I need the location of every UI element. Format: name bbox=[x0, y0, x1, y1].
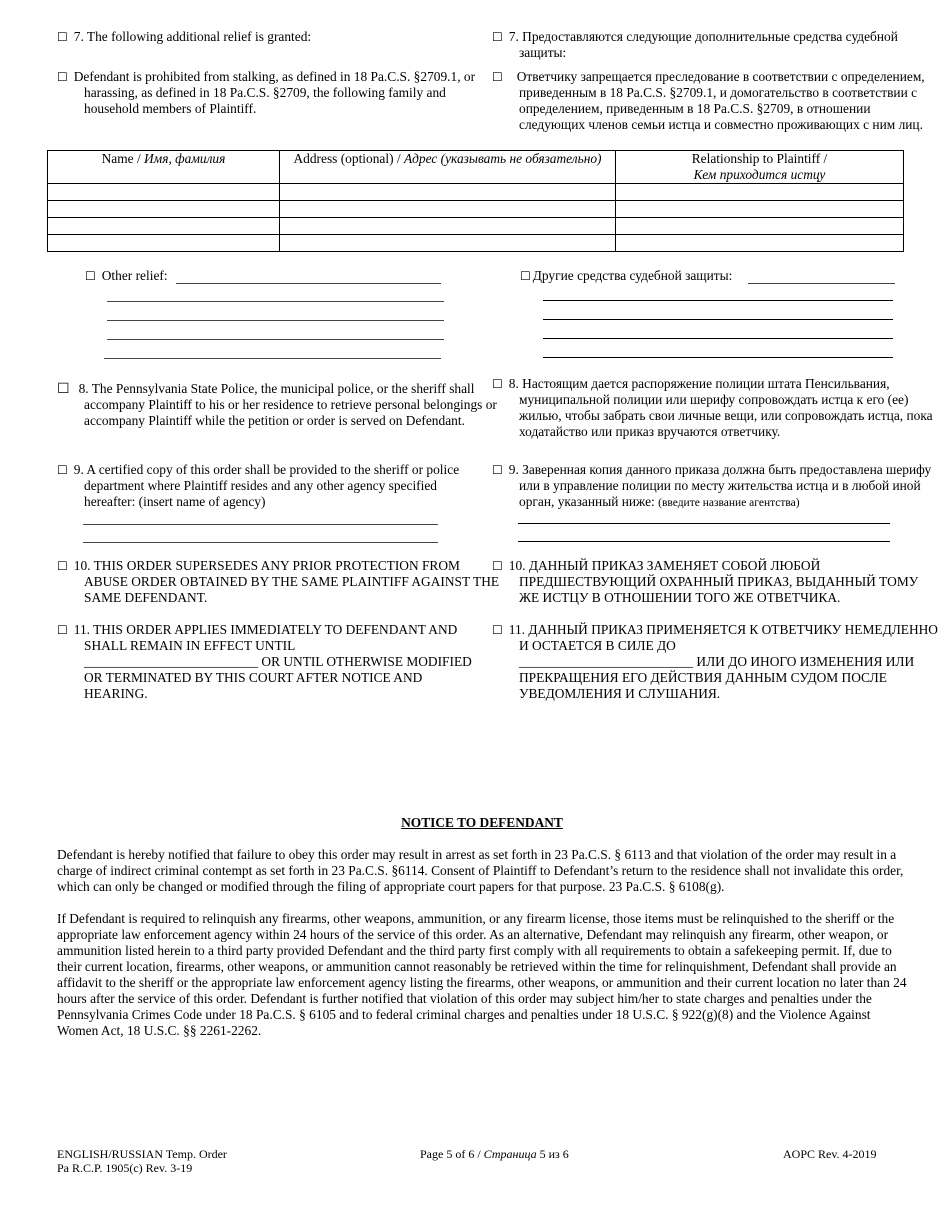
other-relief-ru: ☐ Другие средства судебной защиты: bbox=[520, 268, 733, 283]
other-relief-line[interactable] bbox=[107, 320, 444, 321]
checkbox-icon[interactable]: ☐ bbox=[492, 623, 503, 637]
checkbox-icon[interactable]: ☐ bbox=[57, 623, 68, 637]
column-header-name: Name / Имя, фамилия bbox=[48, 151, 280, 184]
checkbox-icon[interactable]: ☐ bbox=[492, 463, 503, 477]
item-9-en: ☐ 9. A certified copy of this order shall be provided to the sheriff or police department where Plaintiff resides and any other agency specified hereafter: (insert name of agency) bbox=[57, 462, 460, 509]
agency-name-line[interactable] bbox=[518, 523, 890, 524]
footer-revision: AOPC Rev. 4-2019 bbox=[783, 1147, 877, 1161]
stalking-clause-en: ☐ Defendant is prohibited from stalking, as defined in 18 Pa.C.S. §2709.1, or harassing, as defined in 18 Pa.C.S. §2709, the following family and household members of Plaintiff. bbox=[57, 69, 476, 116]
checkbox-icon[interactable]: ☐ bbox=[57, 559, 68, 573]
agency-name-line[interactable] bbox=[518, 541, 890, 542]
other-relief-line[interactable] bbox=[176, 283, 441, 284]
item-10-en: ☐ 10. THIS ORDER SUPERSEDES ANY PRIOR PROTECTION FROM ABUSE ORDER OBTAINED BY THE SAME PLAINTIFF AGAINST THE SAME DEFENDANT. bbox=[57, 558, 500, 605]
other-relief-line[interactable] bbox=[107, 339, 444, 340]
item-9-ru: ☐ 9. Заверенная копия данного приказа должна быть предоставлена шерифу или в управление полиции по месту жительства истца и в любой иной орган, указанный ниже: (введите название агентства) bbox=[492, 462, 932, 509]
other-relief-en: ☐ Other relief: bbox=[85, 268, 168, 283]
other-relief-line[interactable] bbox=[543, 300, 893, 301]
table-row[interactable] bbox=[48, 184, 904, 201]
stalking-clause-ru: ☐ Ответчику запрещается преследование в соответствии с определением, приведенным в 18 Pa.C.S. §2709.1, и домогательство в соответствии с определением, приведенным в 18 Pa.C.S. §2709, в отношении следующих членов семьи истца и совместно проживающих с ним лиц. bbox=[492, 69, 925, 132]
checkbox-icon[interactable]: ☐ bbox=[85, 269, 96, 283]
other-relief-line[interactable] bbox=[543, 357, 893, 358]
item-7-en: ☐ 7. The following additional relief is granted: bbox=[57, 29, 312, 44]
checkbox-icon[interactable]: ☐ bbox=[492, 377, 503, 391]
checkbox-icon[interactable]: ☐ bbox=[492, 30, 503, 44]
table-row[interactable] bbox=[48, 201, 904, 218]
item-8-en: ☐ 8. The Pennsylvania State Police, the municipal police, or the sheriff shall accompany Plaintiff to his or her residence to retrieve personal belongings or accompany Plaintiff while the petition or order is served on Defendant. bbox=[57, 381, 497, 428]
table-row[interactable] bbox=[48, 235, 904, 252]
notice-title: NOTICE TO DEFENDANT bbox=[401, 815, 563, 830]
other-relief-line[interactable] bbox=[543, 319, 893, 320]
checkbox-icon[interactable]: ☐ bbox=[520, 269, 531, 283]
footer-form-id: ENGLISH/RUSSIAN Temp. Order Pa R.C.P. 1905(c) Rev. 3-19 bbox=[57, 1147, 227, 1175]
other-relief-line[interactable] bbox=[748, 283, 895, 284]
other-relief-line[interactable] bbox=[104, 358, 441, 359]
item-11-en: ☐ 11. THIS ORDER APPLIES IMMEDIATELY TO DEFENDANT AND SHALL REMAIN IN EFFECT UNTIL __________________________ OR UNTIL OTHERWISE MODIFIED OR TERMINATED BY THIS COURT AFTER NOTICE AND HEARING. bbox=[57, 622, 472, 701]
notice-paragraph-2: If Defendant is required to relinquish any firearms, other weapons, ammunition, or any firearm license, those items must be relinquished to the sheriff or the appropriate law enforcement agency within 24 hours of the service of this order. As an alternative, Defendant may relinquish any firearm, other weapon, or ammunition listed herein to a third party provided Defendant and the third party first comply with all requirements to obtain a safekeeping permit. If, due to their current location, firearms, other weapons, or ammunition cannot reasonably be retrieved within the time for relinquishment, Defendant shall provide an affidavit to the sheriff or the appropriate law enforcement agency listing the firearms, other weapons, or ammunition and their current location no later than 24 hours after the service of this order. Defendant is further notified that violation of this order may subject him/her to state charges and penalties under the Pennsylvania Crimes Code under 18 Pa.C.S. § 6105 and to federal criminal charges and penalties under 18 U.S.C. § 922(g)(8) and the Violence Against Women Act, 18 U.S.C. §§ 2261-2262. bbox=[57, 911, 907, 1038]
item-11-ru: ☐ 11. ДАННЫЙ ПРИКАЗ ПРИМЕНЯЕТСЯ К ОТВЕТЧИКУ НЕМЕДЛЕННО И ОСТАЕТСЯ В СИЛЕ ДО __________________________ ИЛИ ДО ИНОГО ИЗМЕНЕНИЯ ИЛИ ПРЕКРАЩЕНИЯ ЕГО ДЕЙСТВИЯ ДАННЫМ СУДОМ ПОСЛЕ УВЕДОМЛЕНИЯ И СЛУШАНИЯ. bbox=[492, 622, 938, 701]
agency-name-line[interactable] bbox=[83, 542, 438, 543]
checkbox-icon[interactable]: ☐ bbox=[57, 70, 68, 84]
checkbox-icon[interactable]: ☐ bbox=[57, 463, 68, 477]
checkbox-icon[interactable]: ☐ bbox=[57, 30, 68, 44]
checkbox-icon[interactable]: ☐ bbox=[492, 559, 503, 573]
checkbox-icon[interactable]: ☐ bbox=[57, 381, 70, 397]
agency-name-line[interactable] bbox=[83, 524, 438, 525]
item-7-ru: ☐ 7. Предоставляются следующие дополнительные средства судебной защиты: bbox=[492, 29, 898, 60]
column-header-relationship: Relationship to Plaintiff / Кем приходится истцу bbox=[616, 151, 904, 184]
column-header-address: Address (optional) / Адрес (указывать не обязательно) bbox=[280, 151, 616, 184]
item-8-ru: ☐ 8. Настоящим дается распоряжение полиции штата Пенсильвания, муниципальной полиции или шерифу сопровождать истца к его (ее) жилью, чтобы забрать свои личные вещи, или сопровождать истца, пока ходатайство или приказ вручаются ответчику. bbox=[492, 376, 933, 439]
footer-page-number: Page 5 of 6 / Страница 5 из 6 bbox=[420, 1147, 569, 1161]
item-10-ru: ☐ 10. ДАННЫЙ ПРИКАЗ ЗАМЕНЯЕТ СОБОЙ ЛЮБОЙ ПРЕДШЕСТВУЮЩИЙ ОХРАННЫЙ ПРИКАЗ, ВЫДАННЫЙ ТОМУ ЖЕ ИСТЦУ В ОТНОШЕНИИ ТОГО ЖЕ ОТВЕТЧИКА. bbox=[492, 558, 919, 605]
table-header bbox=[48, 151, 904, 184]
other-relief-line[interactable] bbox=[107, 301, 444, 302]
household-members-table bbox=[47, 150, 904, 252]
other-relief-line[interactable] bbox=[543, 338, 893, 339]
notice-paragraph-1: Defendant is hereby notified that failure to obey this order may result in arrest as set forth in 23 Pa.C.S. § 6113 and that violation of the order may result in a charge of indirect criminal contempt as set forth in 23 Pa.C.S. §6114. Consent of Plaintiff to Defendant’s return to the residence shall not invalidate this order, which can only be changed or modified through the filing of appropriate court papers for that purpose. 23 Pa.C.S. § 6108(g). bbox=[57, 847, 904, 894]
table-row[interactable] bbox=[48, 218, 904, 235]
checkbox-icon[interactable]: ☐ bbox=[492, 70, 503, 84]
